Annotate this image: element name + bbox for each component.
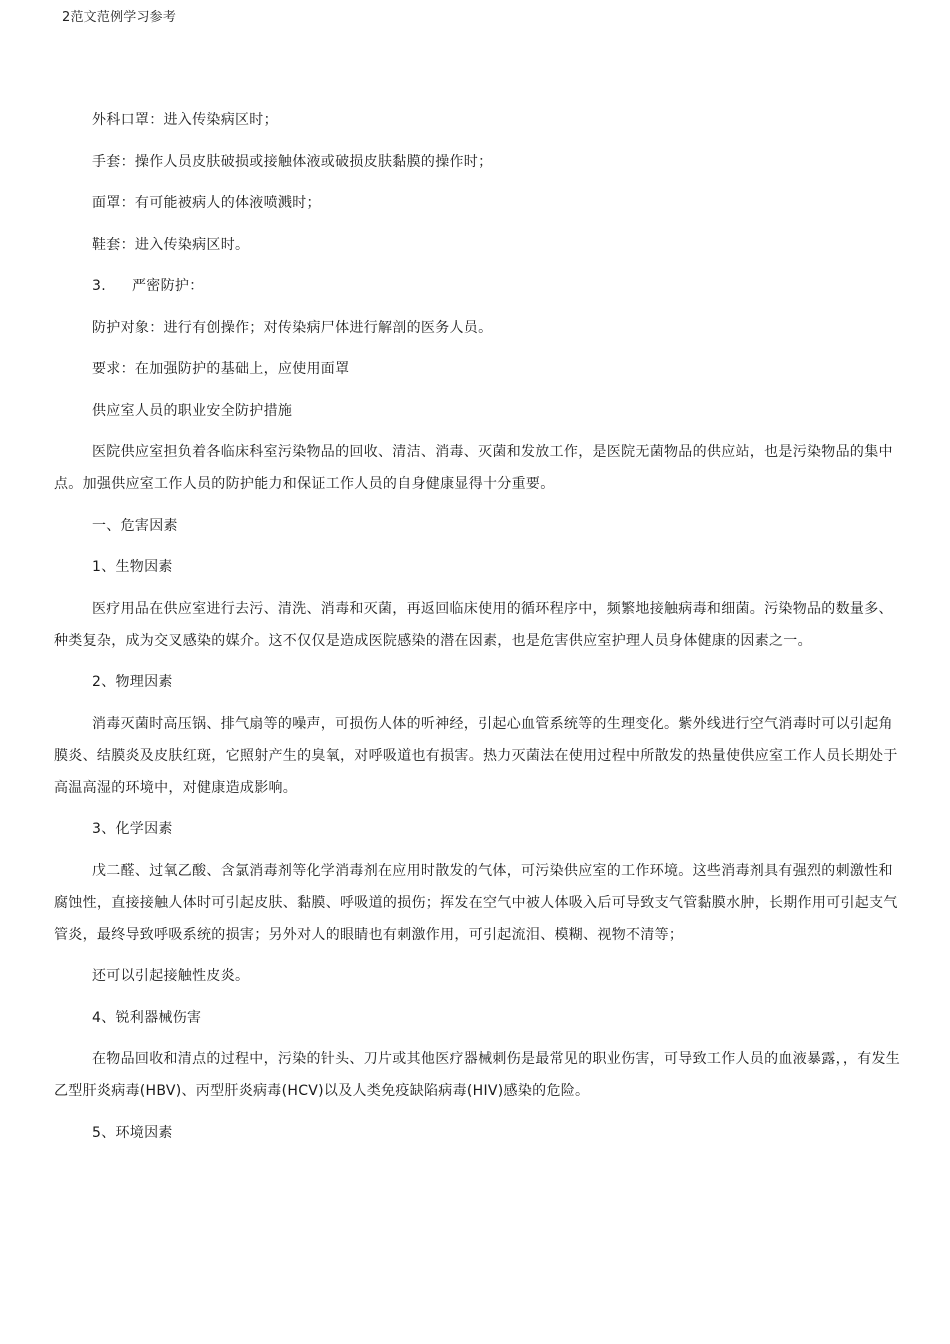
paragraph-intro: 医院供应室担负着各临床科室污染物品的回收、清洁、消毒、灭菌和发放工作，是医院无菌物品的供应站，也是污染物品的集中点。加强供应室工作人员的防护能力和保证工作人员的自身健康显得十分重要。 — [54, 444, 893, 492]
paragraph-gloves: 手套：操作人员皮肤破损或接触体液或破损皮肤黏膜的操作时； — [92, 153, 493, 170]
heading-sharps: 4、锐利器械伤害 — [92, 1009, 202, 1026]
heading-chemical: 3、化学因素 — [92, 821, 173, 837]
paragraph-protection-target: 防护对象：进行有创操作；对传染病尸体进行解剖的医务人员。 — [92, 319, 493, 336]
section-number: 3. — [92, 278, 106, 294]
paragraph-dermatitis: 还可以引起接触性皮炎。 — [92, 968, 250, 984]
paragraph-requirement: 要求：在加强防护的基础上，应使用面罩 — [92, 361, 350, 377]
heading-hazard-factors: 一、危害因素 — [92, 517, 178, 534]
document-body — [54, 104, 902, 1158]
heading-physical: 2、物理因素 — [92, 674, 173, 690]
section-label: 严密防护： — [132, 278, 204, 294]
section-title: 供应室人员的职业安全防护措施 — [92, 402, 293, 419]
paragraph-chemical: 戊二醛、过氧乙酸、含氯消毒剂等化学消毒剂在应用时散发的气体，可污染供应室的工作环境。这些消毒剂具有强烈的刺激性和腐蚀性，直接接触人体时可引起皮肤、黏膜、呼吸道的损伤；挥发在空气中被人体吸入后可导致支气管黏膜水肿，长期作用可引起支气管炎，最终导致呼吸系统的损害；另外对人的眼睛也有刺激作用，可引起流泪、模糊、视物不清等； — [54, 862, 898, 943]
heading-environment: 5、环境因素 — [92, 1124, 173, 1141]
paragraph-physical: 消毒灭菌时高压锅、排气扇等的噪声，可损伤人体的听神经，引起心血管系统等的生理变化。紫外线进行空气消毒时可以引起角膜炎、结膜炎及皮肤红斑，它照射产生的臭氧，对呼吸道也有损害。热力灭菌法在使用过程中所散发的热量使供应室工作人员长期处于高温高湿的环境中，对健康造成影响。 — [54, 715, 898, 796]
heading-biological: 1、生物因素 — [92, 559, 173, 575]
paragraph-shoe-covers: 鞋套：进入传染病区时。 — [92, 236, 250, 253]
page-header: 2范文范例学习参考 — [62, 10, 177, 25]
section-strict-protection — [54, 270, 902, 302]
paragraph-sharps: 在物品回收和清点的过程中，污染的针头、刀片或其他医疗器械刺伤是最常见的职业伤害，可导致工作人员的血液暴露，，有发生乙型肝炎病毒(HBV)、丙型肝炎病毒(HCV)以及人类免疫缺陷病毒(HIV)感染的危险。 — [54, 1051, 901, 1099]
paragraph-biological: 医疗用品在供应室进行去污、清洗、消毒和灭菌，再返回临床使用的循环程序中，频繁地接触病毒和细菌。污染物品的数量多、种类复杂，成为交叉感染的媒介。这不仅仅是造成医院感染的潜在因素，也是危害供应室护理人员身体健康的因素之一。 — [54, 600, 893, 649]
paragraph-face-shield: 面罩：有可能被病人的体液喷溅时； — [92, 195, 321, 211]
paragraph-surgical-mask: 外科口罩：进入传染病区时； — [92, 112, 278, 128]
